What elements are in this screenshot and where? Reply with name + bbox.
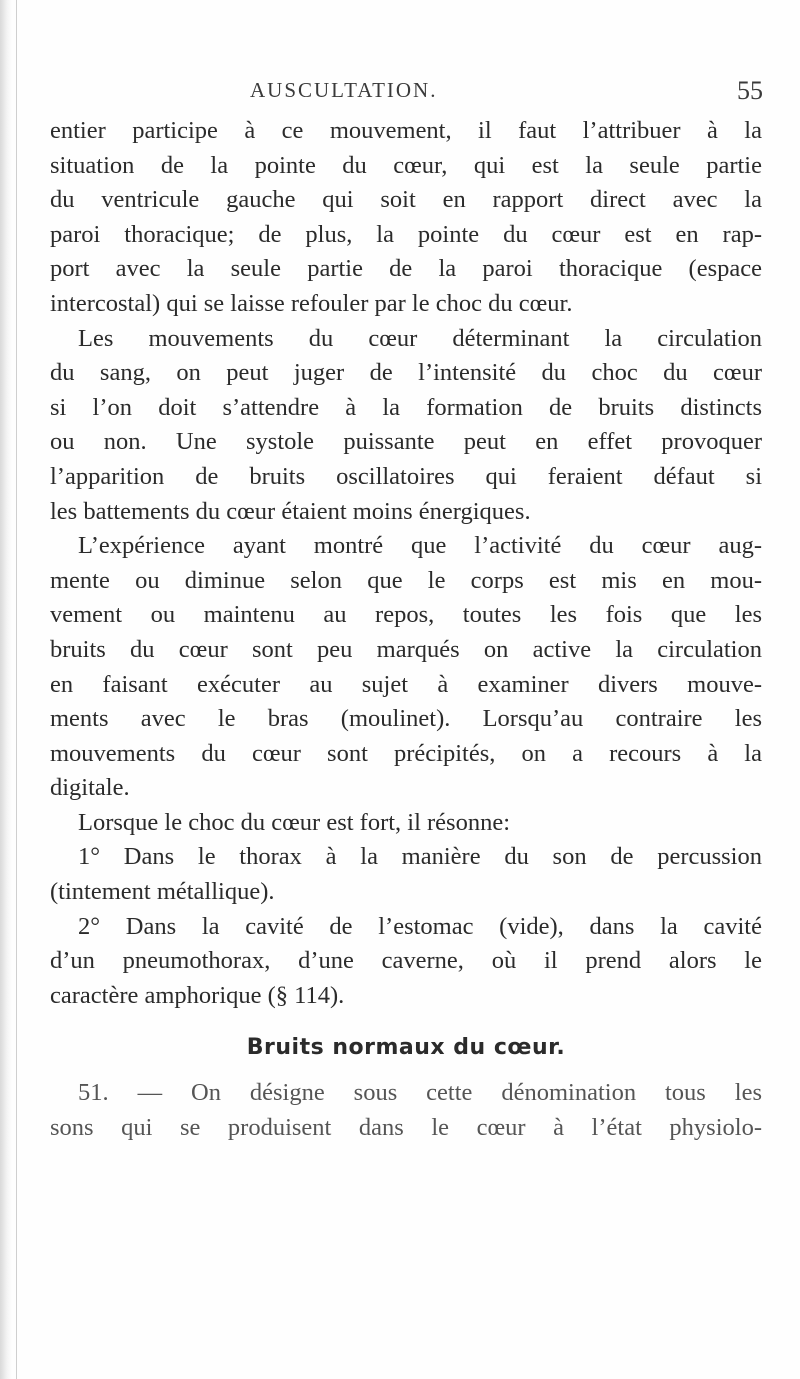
text-line: bruits du cœur sont peu marqués on active la circulation bbox=[50, 635, 762, 663]
text-line: ments avec le bras (moulinet). Lorsqu’au contraire les bbox=[50, 705, 762, 733]
text-line: (tintement métallique). bbox=[50, 878, 275, 906]
text-line: situation de la pointe du cœur, qui est la seule partie bbox=[50, 151, 762, 179]
paragraph-2 bbox=[50, 322, 762, 530]
text-line: caractère amphorique (§ 114). bbox=[50, 981, 345, 1009]
paragraph-3 bbox=[50, 529, 762, 806]
text-line: d’un pneumothorax, d’une caverne, où il prend alors le bbox=[50, 947, 762, 975]
text-line: entier participe à ce mouvement, il faut l’attribuer à la bbox=[50, 117, 762, 144]
text-line: Les mouvements du cœur déterminant la circulation bbox=[78, 324, 762, 352]
text-line: du ventricule gauche qui soit en rapport direct avec la bbox=[50, 186, 762, 214]
text-line: si l’on doit s’attendre à la formation de bruits distincts bbox=[50, 393, 762, 421]
paragraph-5 bbox=[50, 840, 762, 909]
text-line: l’apparition de bruits oscillatoires qui feraient défaut si bbox=[50, 462, 762, 490]
section-heading: Bruits normaux du cœur. bbox=[246, 1035, 566, 1061]
body-text bbox=[50, 114, 762, 1145]
text-line: sons qui se produisent dans le cœur à l’état physiolo- bbox=[50, 1113, 762, 1141]
text-line: port avec la seule partie de la paroi thoracique (espace bbox=[50, 255, 762, 283]
text-line: paroi thoracique; de plus, la pointe du cœur est en rap- bbox=[50, 220, 762, 248]
text-line: ou non. Une systole puissante peut en effet provoquer bbox=[50, 428, 762, 456]
running-head bbox=[0, 76, 800, 106]
page-gutter-shadow bbox=[0, 0, 12, 1379]
paragraph-7 bbox=[50, 1076, 762, 1145]
text-line: du sang, on peut juger de l’intensité du choc du cœur bbox=[50, 359, 762, 387]
text-line: digitale. bbox=[50, 774, 130, 802]
text-line: 1° Dans le thorax à la manière du son de percussion bbox=[78, 843, 762, 871]
text-line: vement ou maintenu au repos, toutes les fois que les bbox=[50, 601, 762, 629]
text-line: mouvements du cœur sont précipités, on a recours à la bbox=[50, 739, 762, 767]
text-line: en faisant exécuter au sujet à examiner divers mouve- bbox=[50, 670, 762, 698]
text-line: les battements du cœur étaient moins énergiques. bbox=[50, 497, 531, 525]
paragraph-1 bbox=[50, 114, 762, 322]
paragraph-6 bbox=[50, 910, 762, 1014]
text-line: mente ou diminue selon que le corps est mis en mou- bbox=[50, 566, 762, 594]
text-line: L’expérience ayant montré que l’activité du cœur aug- bbox=[78, 532, 762, 560]
running-title: AUSCULTATION. bbox=[250, 78, 438, 102]
text-line: 51. — On désigne sous cette dénomination tous les bbox=[78, 1079, 762, 1107]
text-line: Lorsque le choc du cœur est fort, il résonne: bbox=[78, 808, 511, 836]
paragraph-4 bbox=[50, 806, 762, 841]
page-number: 55 bbox=[737, 76, 763, 105]
text-line: intercostal) qui se laisse refouler par le choc du cœur. bbox=[50, 289, 573, 317]
text-line: 2° Dans la cavité de l’estomac (vide), dans la cavité bbox=[78, 912, 762, 940]
page-gutter-line bbox=[16, 0, 17, 1379]
